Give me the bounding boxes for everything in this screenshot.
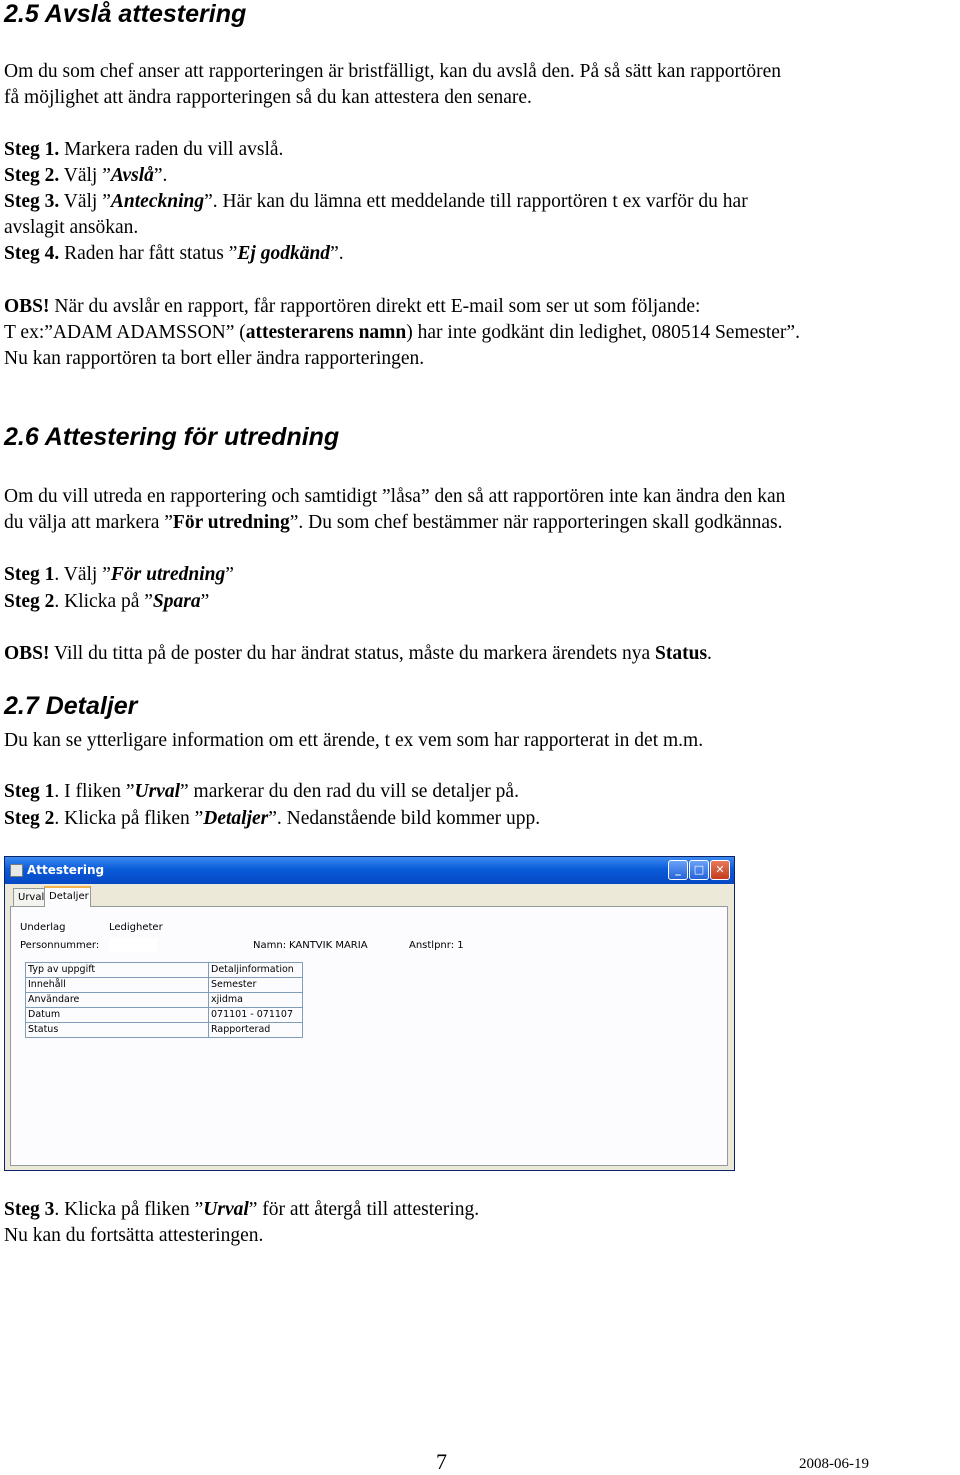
step-line [4,163,167,189]
step-text: Välj ” [59,191,111,212]
paragraph: Om du vill utreda en rapportering och samtidigt ”låsa” den så att rapportören inte kan ändra den kan [4,486,786,507]
section-heading-2-6: 2.6 Attestering för utredning [4,423,340,451]
step-emphasis: Detaljer [203,808,269,829]
table-row[interactable] [26,978,303,993]
step-text: . I fliken ” [54,781,135,802]
footer-date: 2008-06-19 [799,1456,869,1472]
table-row[interactable] [26,1023,303,1038]
close-button[interactable]: ✕ [710,860,730,880]
table-cell: Typ av uppgift [26,963,209,978]
step-text: ” markerar du den rad du vill se detaljer på. [180,781,519,802]
step-text: ” för att återgå till attestering. [248,1199,480,1220]
step-text: ”. [330,243,344,264]
paragraph: få möjlighet att ändra rapporteringen så du kan attestera den senare. [4,87,532,108]
paragraph: Om du som chef anser att rapporteringen är bristfälligt, kan du avslå den. På så sätt kan rapportören [4,61,782,82]
tab-underlag[interactable]: Underlag [20,922,66,933]
paragraph: Nu kan rapportören ta bort eller ändra rapporteringen. [4,348,425,369]
paragraph [4,510,783,536]
section-heading-2-7: 2.7 Detaljer [4,692,138,720]
tab-urval[interactable]: Urval [13,888,45,906]
paragraph: Nu kan du fortsätta attesteringen. [4,1225,264,1246]
obs-text: Vill du titta på de poster du har ändrat status, måste du markera ärendets nya [49,643,656,664]
paragraph: Du kan se ytterligare information om ett ärende, t ex vem som har rapporterat in det m.m. [4,730,704,751]
step-text: Välj ” [59,165,111,186]
personnummer-field [109,938,157,952]
table-row[interactable] [26,963,303,978]
step-label: Steg 2 [4,591,55,612]
step-emphasis: Spara [152,591,201,612]
step-text: ”. Här kan du lämna ett meddelande till rapportören t ex varför du har [204,191,748,212]
paragraph-bold: För utredning [172,512,290,533]
step-text: ”. [153,165,168,186]
step-line [4,562,234,588]
table-cell: Detaljinformation [209,963,303,978]
step-text: ” [200,591,210,612]
anstlpnr-label: Anstlpnr: 1 [409,940,464,951]
table-cell: xjidma [209,993,303,1008]
step-line [4,589,209,615]
example-bold: attesterarens namn [245,322,407,343]
step-label: Steg 3 [4,1199,55,1220]
step-line [4,137,283,163]
details-panel [10,906,728,1166]
minimize-button[interactable]: _ [668,860,688,880]
step-emphasis: Urval [134,781,181,802]
step-text: ” [225,564,234,585]
obs-text: När du avslår en rapport, får rapportören direkt ett E-mail som ser ut som följande: [49,296,701,317]
section-heading-2-5: 2.5 Avslå attestering [4,0,247,28]
step-text: . Klicka på ” [54,591,153,612]
step-line [4,1197,479,1223]
step-text: . Klicka på fliken ” [54,1199,204,1220]
table-cell: Semester [209,978,303,993]
tab-ledigheter[interactable]: Ledigheter [109,922,163,933]
step-line [4,241,344,267]
step-emphasis: Ej godkänd [237,243,331,264]
example-text: T ex:”ADAM ADAMSSON” ( [4,322,246,343]
table-row[interactable] [26,993,303,1008]
step-text: ”. Nedanstående bild kommer upp. [268,808,541,829]
step-label: Steg 1. [4,139,60,160]
step-line [4,779,519,805]
step-label: Steg 1 [4,781,55,802]
step-text: Markera raden du vill avslå. [59,139,284,160]
page-number: 7 [436,1449,447,1474]
step-text: Raden har fått status ” [59,243,238,264]
step-label: Steg 1 [4,564,55,585]
step-line [4,806,540,832]
obs-note [4,641,712,667]
table-cell: Innehåll [26,978,209,993]
window-title: Attestering [27,863,105,877]
paragraph-text: ”. Du som chef bestämmer när rapporteringen skall godkännas. [289,512,783,533]
example-line [4,320,800,346]
obs-bold: Status [655,643,708,664]
example-text: ) har inte godkänt din ledighet, 080514 Semester”. [406,322,800,343]
step-emphasis: Avslå [110,165,154,186]
obs-text: . [707,643,712,664]
paragraph-text: du välja att markera ” [4,512,173,533]
step-emphasis: För utredning [110,564,226,585]
step-text: . Klicka på fliken ” [54,808,204,829]
obs-label: OBS! [4,643,50,664]
namn-label: Namn: [253,940,287,951]
step-emphasis: Urval [203,1199,249,1220]
step-text: . Välj ” [54,564,111,585]
table-cell: Datum [26,1008,209,1023]
maximize-button[interactable]: □ [689,860,709,880]
table-row[interactable] [26,1008,303,1023]
step-label: Steg 3. [4,191,60,212]
window-titlebar [5,857,734,884]
obs-label: OBS! [4,296,50,317]
step-label: Steg 2. [4,165,60,186]
personnummer-label: Personnummer: [20,940,100,951]
table-cell: Status [26,1023,209,1038]
app-icon [10,864,23,877]
step-line-continued: avslagit ansökan. [4,217,139,238]
step-emphasis: Anteckning [110,191,205,212]
table-cell: 071101 - 071107 [209,1008,303,1023]
tab-detaljer[interactable]: Detaljer [44,886,91,907]
table-cell: Användare [26,993,209,1008]
step-label: Steg 2 [4,808,55,829]
step-line [4,189,748,215]
obs-note [4,294,700,320]
table-cell: Rapporterad [209,1023,303,1038]
details-grid [25,962,303,1038]
step-label: Steg 4. [4,243,60,264]
attestering-window-screenshot [4,856,735,1171]
namn-value: KANTVIK MARIA [289,940,368,951]
